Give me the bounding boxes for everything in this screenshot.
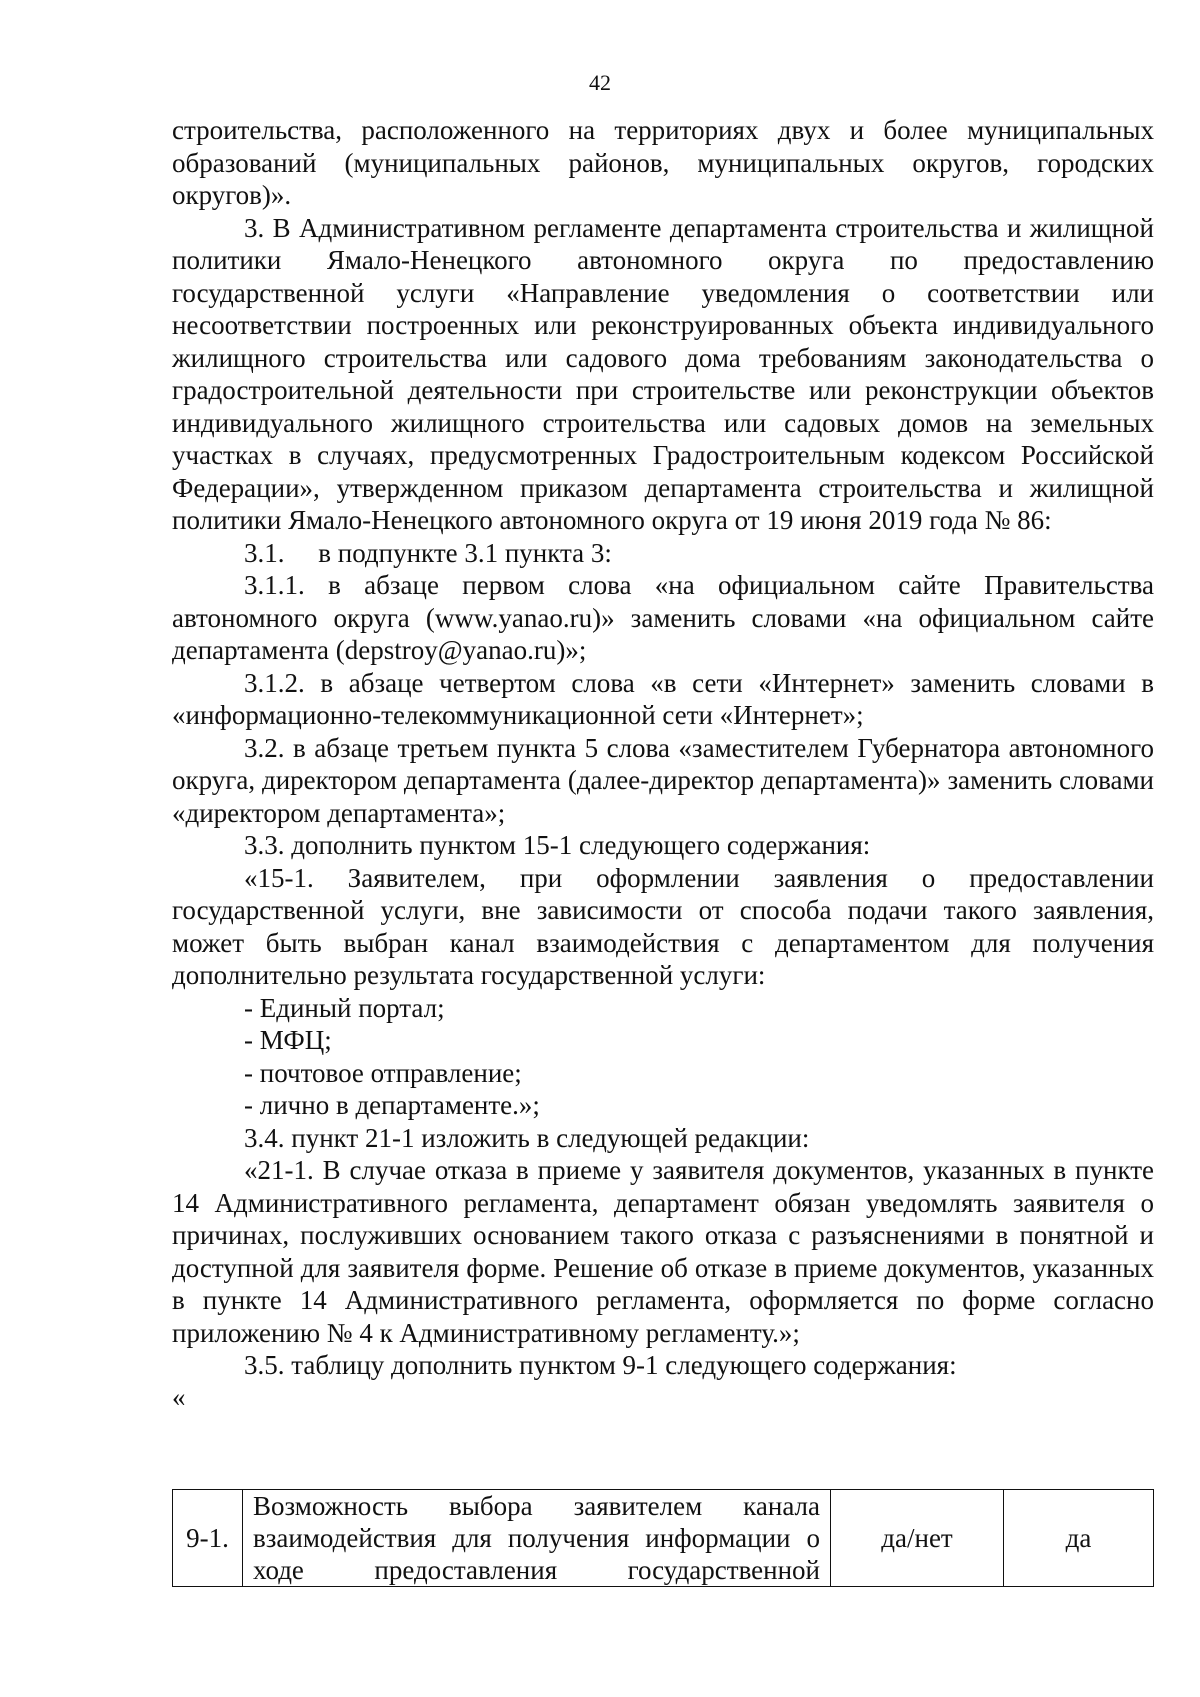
amendment-table (172, 1489, 1154, 1587)
paragraph-3-4: 3.4. пункт 21-1 изложить в следующей редакции: (244, 1122, 810, 1153)
table-cell-number: 9-1. (173, 1490, 243, 1587)
paragraph-3-2: 3.2. в абзаце третьем пункта 5 слова «заместителем Губернатора автономного округа, директором департамента (далее-директор департамента)» заменить словами «директором департамента»; (172, 732, 1154, 828)
paragraph-continuation: строительства, расположенного на территориях двух и более муниципальных образований (муниципальных районов, муниципальных округов, городских округов)». (172, 115, 1154, 210)
paragraph-3-3: 3.3. дополнить пунктом 15-1 следующего содержания: (244, 830, 871, 860)
list-item: - почтовое отправление; (244, 1057, 522, 1088)
paragraph-3: 3. В Административном регламенте департамента строительства и жилищной политики Ямало-Ненецкого автономного округа по предоставлению государственной услуги «Направление уведомления о соответствии или несоответствии построенных или реконструированных объекта индивидуального жилищного строительства или садового дома требованиям законодательства о градостроительной деятельности при строительстве или реконструкции объектов индивидуального жилищного строительства или садовых домов на земельных участках в случаях, предусмотренных Градостроительным кодексом Российской Федерации», утвержденном приказом департамента строительства и жилищной политики Ямало-Ненецкого автономного округа от 19 июня 2019 года № 86: (172, 212, 1154, 535)
table-cell-value: да (1004, 1490, 1154, 1587)
table-cell-description: Возможность выбора заявителем канала взаимодействия для получения информации о ходе предоставления государственной (243, 1490, 831, 1587)
paragraph-3-1-2: 3.1.2. в абзаце четвертом слова «в сети «Интернет» заменить словами в «информационно-телекоммуникационной сети «Интернет»; (172, 667, 1154, 730)
paragraph-3-1-1: 3.1.1. в абзаце первом слова «на официальном сайте Правительства автономного округа (www.yanao.ru)» заменить словами «на официальном сайте департамента (depstroy@yanao.ru)»; (172, 570, 1154, 665)
document-body (172, 114, 1154, 1412)
table-row (173, 1490, 1154, 1587)
list-item: - лично в департаменте.»; (244, 1090, 540, 1120)
paragraph-3-1: 3.1. в подпункте 3.1 пункта 3: (244, 537, 612, 568)
paragraph-3-5: 3.5. таблицу дополнить пунктом 9-1 следующего содержания: (244, 1350, 957, 1380)
table-cell-options: да/нет (831, 1490, 1004, 1587)
list-item: - МФЦ; (244, 1025, 332, 1055)
page-number: 42 (589, 70, 611, 95)
list-item: - Единый портал; (244, 992, 445, 1023)
paragraph-21-1: «21-1. В случае отказа в приеме у заявителя документов, указанных в пункте 14 Административного регламента, департамент обязан уведомлять заявителя о причинах, послуживших основанием такого отказа с разъяснениями в понятной и доступной для заявителя форме. Решение об отказе в приеме документов, указанных в пункте 14 Административного регламента, оформляется по форме согласно приложению № 4 к Административному регламенту.»; (172, 1155, 1154, 1348)
paragraph-15-1: «15-1. Заявителем, при оформлении заявления о предоставлении государственной услуги, вне зависимости от способа подачи такого заявления, может быть выбран канал взаимодействия с департаментом для получения дополнительно результата государственной услуги: (172, 862, 1154, 990)
quote-open-mark: « (172, 1381, 186, 1412)
